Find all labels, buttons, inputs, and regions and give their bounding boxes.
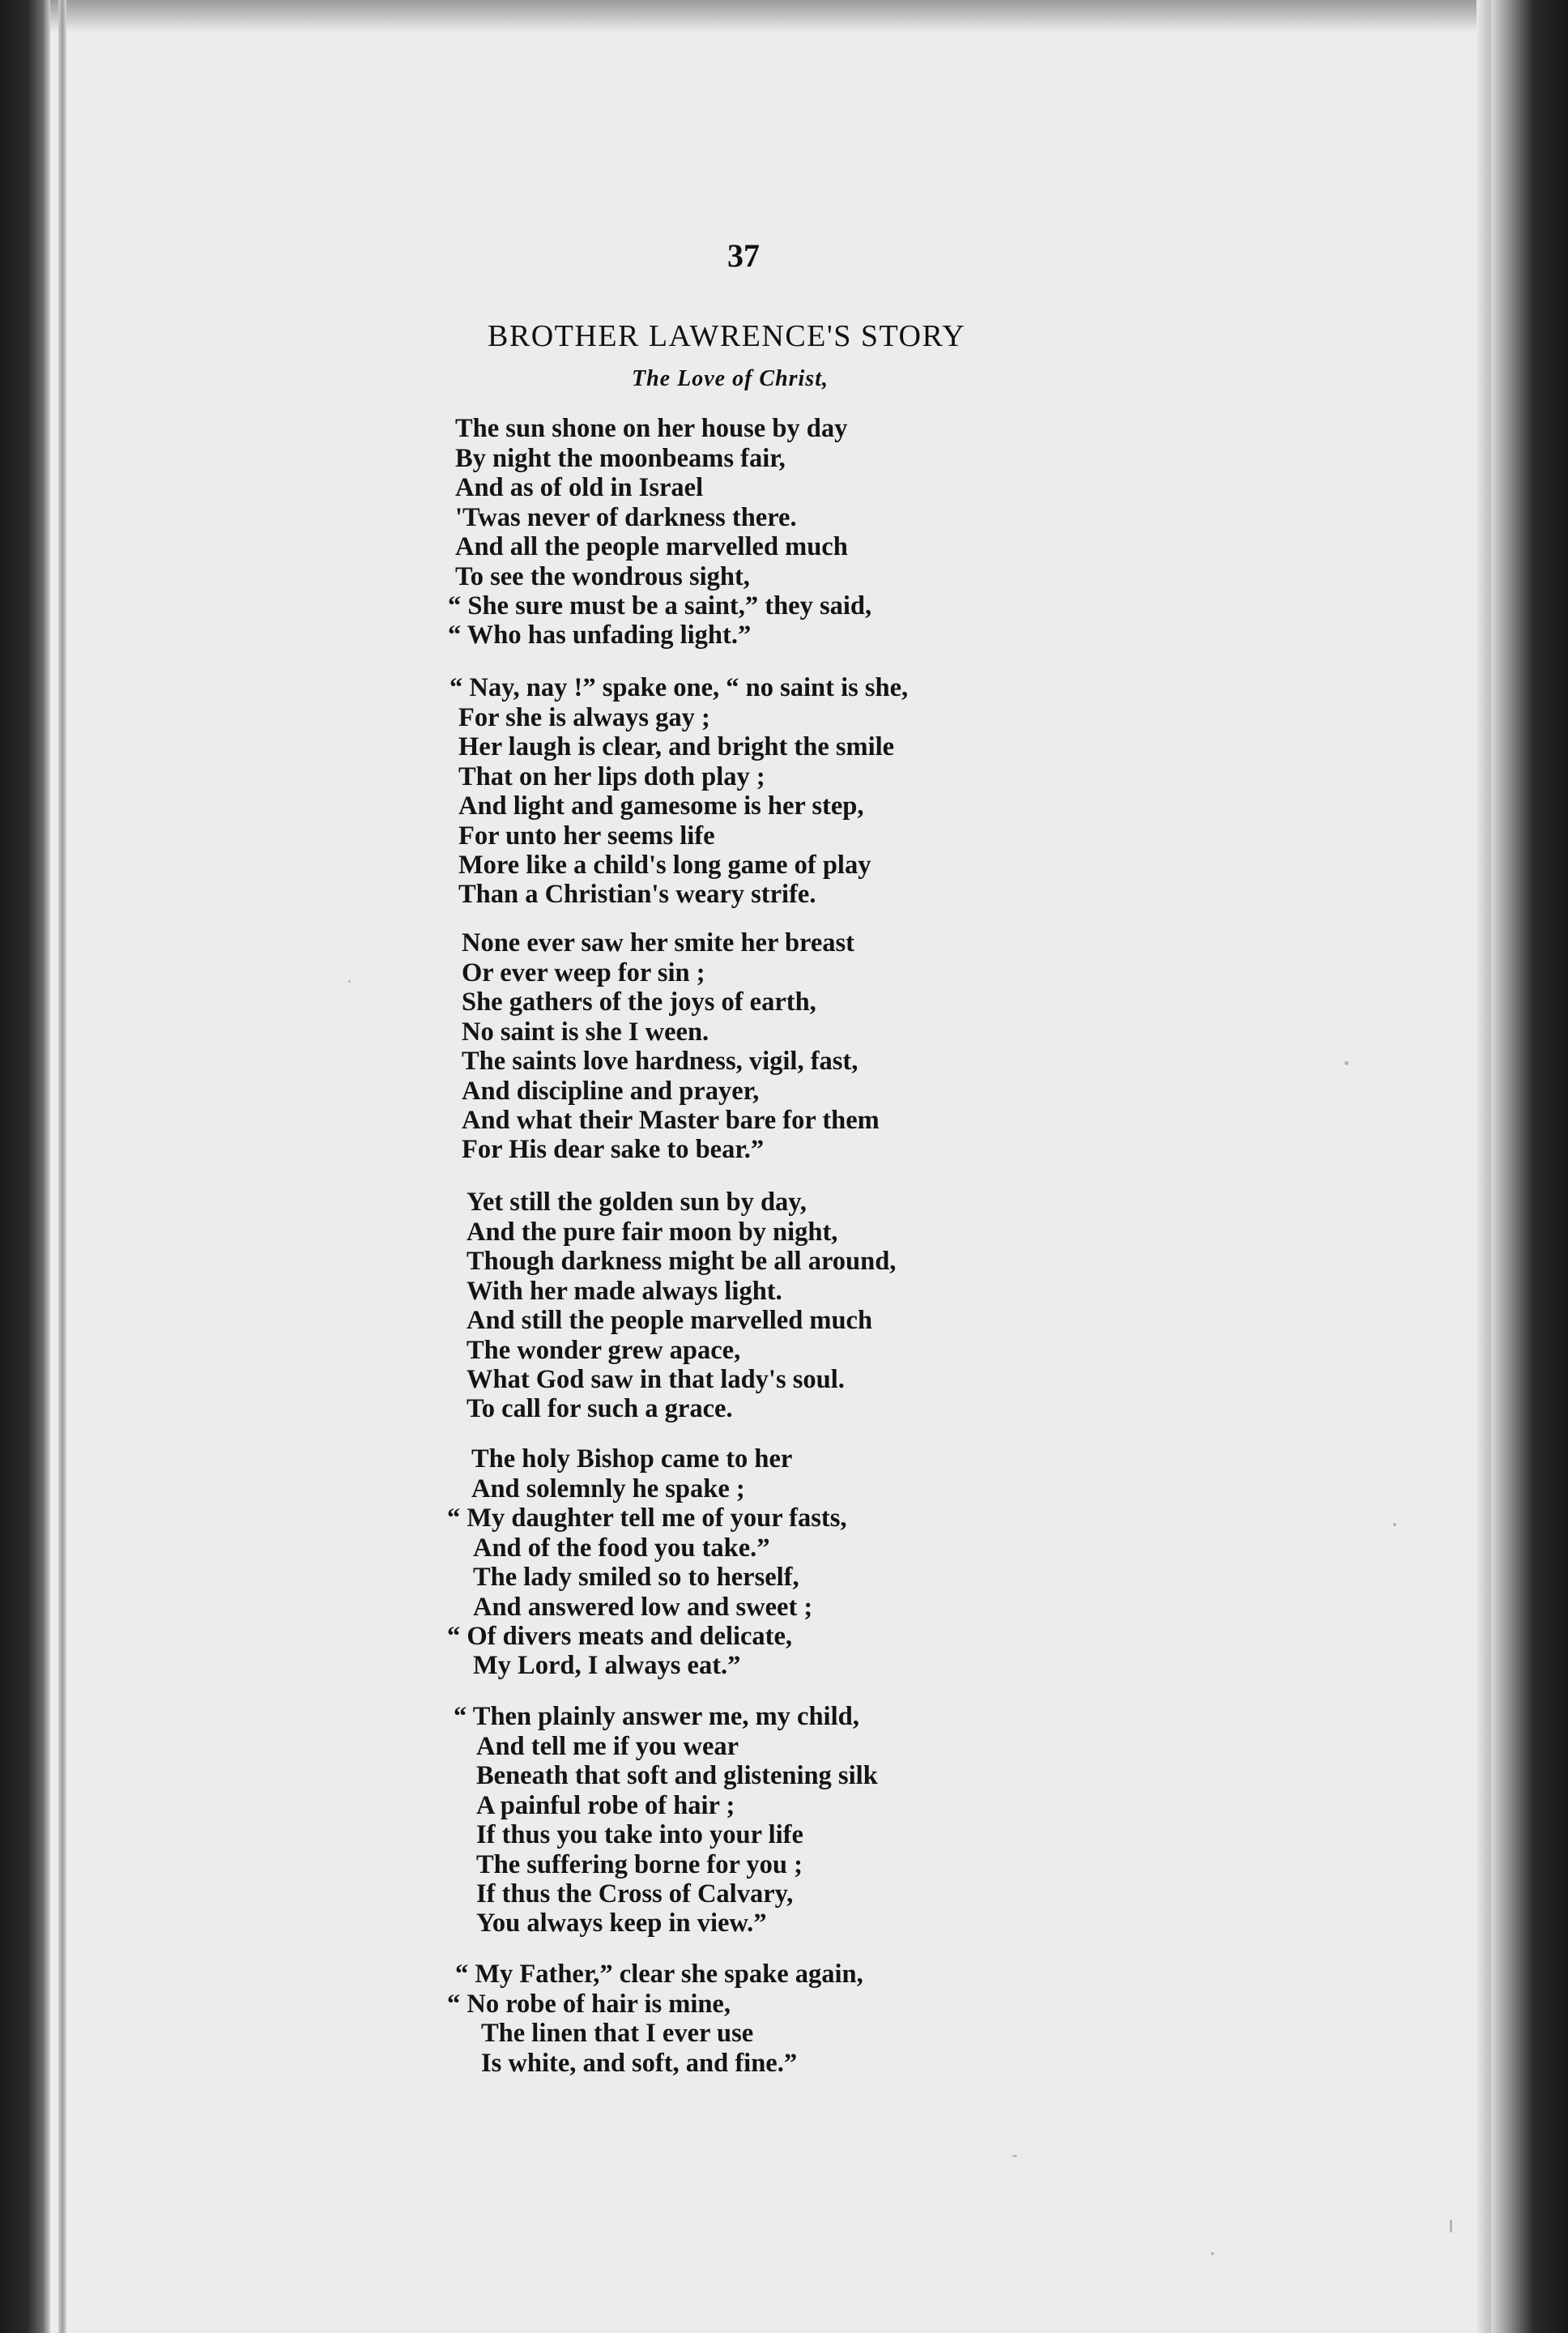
poem-line: “ My Father,” clear she spake again, bbox=[455, 1960, 863, 1989]
poem-line: Than a Christian's weary strife. bbox=[458, 880, 816, 909]
poem-line: And solemnly he spake ; bbox=[471, 1474, 745, 1503]
paper-speck bbox=[1393, 1523, 1396, 1526]
poem-line: And tell me if you wear bbox=[476, 1732, 739, 1761]
poem-line: The suffering borne for you ; bbox=[476, 1850, 803, 1879]
left-binding-shadow bbox=[0, 0, 50, 2333]
poem-line: You always keep in view.” bbox=[476, 1909, 767, 1938]
poem-line: The saints love hardness, vigil, fast, bbox=[462, 1047, 859, 1076]
poem-line: And discipline and prayer, bbox=[462, 1077, 760, 1106]
poem-line: “ My daughter tell me of your fasts, bbox=[447, 1503, 847, 1533]
poem-line: Though darkness might be all around, bbox=[467, 1247, 897, 1276]
paper-speck bbox=[348, 980, 351, 983]
paper-speck bbox=[1450, 2220, 1452, 2233]
paper-speck bbox=[1012, 2155, 1017, 2157]
poem-line: Is white, and soft, and fine.” bbox=[481, 2049, 798, 2078]
poem-line: “ Nay, nay !” spake one, “ no saint is she, bbox=[450, 673, 909, 702]
poem-line: And light and gamesome is her step, bbox=[458, 791, 864, 821]
poem-line: If thus the Cross of Calvary, bbox=[476, 1879, 794, 1909]
poem-line: With her made always light. bbox=[467, 1277, 782, 1306]
poem-line: The lady smiled so to herself, bbox=[473, 1563, 799, 1592]
poem-line: More like a child's long game of play bbox=[458, 851, 871, 880]
poem-line: If thus you take into your life bbox=[476, 1820, 803, 1849]
poem-line: Yet still the golden sun by day, bbox=[467, 1188, 807, 1217]
right-page-edge bbox=[1476, 0, 1491, 2333]
poem-line: “ No robe of hair is mine, bbox=[447, 1990, 731, 2019]
poem-line: And still the people marvelled much bbox=[467, 1306, 873, 1335]
poem-line: No saint is she I ween. bbox=[462, 1017, 709, 1047]
poem-line: And as of old in Israel bbox=[455, 473, 704, 502]
poem-line: 'Twas never of darkness there. bbox=[455, 503, 797, 532]
poem-line: The wonder grew apace, bbox=[467, 1336, 741, 1365]
poem-line: “ Then plainly answer me, my child, bbox=[454, 1702, 859, 1731]
right-binding-shadow bbox=[1491, 0, 1568, 2333]
poem-title: BROTHER LAWRENCE'S STORY bbox=[488, 319, 966, 353]
poem-line: She gathers of the joys of earth, bbox=[462, 987, 816, 1017]
left-page-edge bbox=[58, 0, 66, 2333]
poem-line: The holy Bishop came to her bbox=[471, 1444, 793, 1474]
poem-line: That on her lips doth play ; bbox=[458, 762, 765, 791]
poem-line: “ She sure must be a saint,” they said, bbox=[448, 591, 872, 621]
poem-line: And all the people marvelled much bbox=[455, 532, 848, 561]
poem-line: For unto her seems life bbox=[458, 821, 715, 851]
poem-line: Her laugh is clear, and bright the smile bbox=[458, 732, 895, 761]
top-shadow bbox=[0, 0, 1568, 32]
poem-line: “ Who has unfading light.” bbox=[448, 621, 752, 650]
poem-subtitle: The Love of Christ, bbox=[632, 366, 829, 391]
poem-line: And of the food you take.” bbox=[473, 1533, 770, 1563]
poem-line: For His dear sake to bear.” bbox=[462, 1135, 765, 1164]
poem-line: The linen that I ever use bbox=[481, 2019, 754, 2048]
poem-line: Beneath that soft and glistening silk bbox=[476, 1761, 878, 1790]
poem-line: To call for such a grace. bbox=[467, 1394, 733, 1423]
poem-line: And what their Master bare for them bbox=[462, 1106, 880, 1135]
paper-speck bbox=[1344, 1061, 1349, 1065]
paper-speck bbox=[1211, 2252, 1214, 2255]
poem-line: Or ever weep for sin ; bbox=[462, 958, 705, 987]
poem-line: For she is always gay ; bbox=[458, 703, 710, 732]
poem-line: To see the wondrous sight, bbox=[455, 562, 750, 591]
poem-line: None ever saw her smite her breast bbox=[462, 928, 855, 958]
poem-line: And answered low and sweet ; bbox=[473, 1593, 813, 1622]
poem-line: The sun shone on her house by day bbox=[455, 414, 848, 443]
poem-line: By night the moonbeams fair, bbox=[455, 444, 786, 473]
poem-line: A painful robe of hair ; bbox=[476, 1791, 735, 1820]
poem-line: My Lord, I always eat.” bbox=[473, 1651, 741, 1680]
page-number: 37 bbox=[727, 237, 760, 274]
poem-line: And the pure fair moon by night, bbox=[467, 1218, 838, 1247]
poem-line: What God saw in that lady's soul. bbox=[467, 1365, 845, 1394]
poem-line: “ Of divers meats and delicate, bbox=[447, 1622, 793, 1651]
